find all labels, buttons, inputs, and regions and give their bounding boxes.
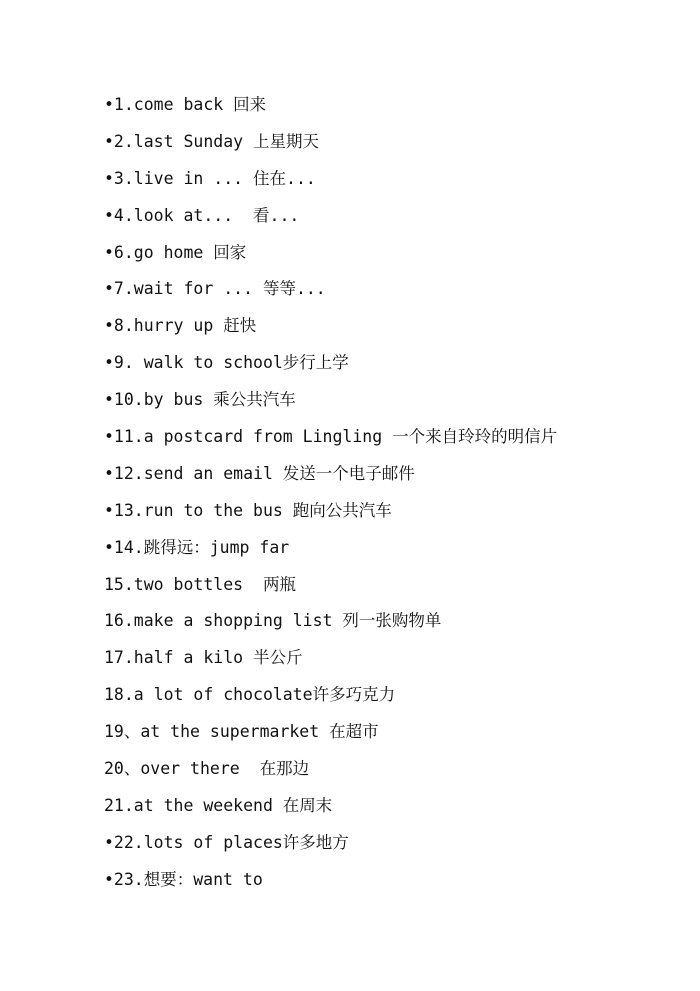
list-item: •11.a postcard from Lingling 一个来自玲玲的明信片 (104, 427, 558, 447)
list-item: •4.look at... 看... (104, 205, 300, 225)
list-item: •14.跳得远：jump far (104, 537, 290, 557)
list-item: 16.make a shopping list 列一张购物单 (104, 611, 442, 631)
list-item: •9. walk to school步行上学 (104, 353, 349, 373)
list-item: 15.two bottles 两瓶 (104, 574, 296, 594)
list-item: 19、at the supermarket 在超市 (104, 722, 379, 742)
list-item: 17.half a kilo 半公斤 (104, 648, 303, 668)
list-item: •6.go home 回家 (104, 242, 247, 262)
list-item: •3.live in ... 住在... (104, 168, 316, 188)
list-item: •12.send an email 发送一个电子邮件 (104, 463, 415, 483)
list-item: •10.by bus 乘公共汽车 (104, 390, 296, 410)
list-item: •13.run to the bus 跑向公共汽车 (104, 500, 392, 520)
list-item: •1.come back 回来 (104, 95, 267, 114)
list-item: •23.想要：want to (104, 869, 263, 889)
phrase-list (104, 90, 557, 902)
list-item: •7.wait for ... 等等... (104, 279, 326, 299)
list-item: 21.at the weekend 在周末 (104, 795, 333, 815)
list-item: •22.lots of places许多地方 (104, 832, 349, 852)
list-item: •8.hurry up 赶快 (104, 316, 257, 336)
list-item: 20、over there 在那边 (104, 759, 310, 779)
list-item: 18.a lot of chocolate许多巧克力 (104, 685, 396, 705)
list-item: •2.last Sunday 上星期天 (104, 131, 320, 151)
